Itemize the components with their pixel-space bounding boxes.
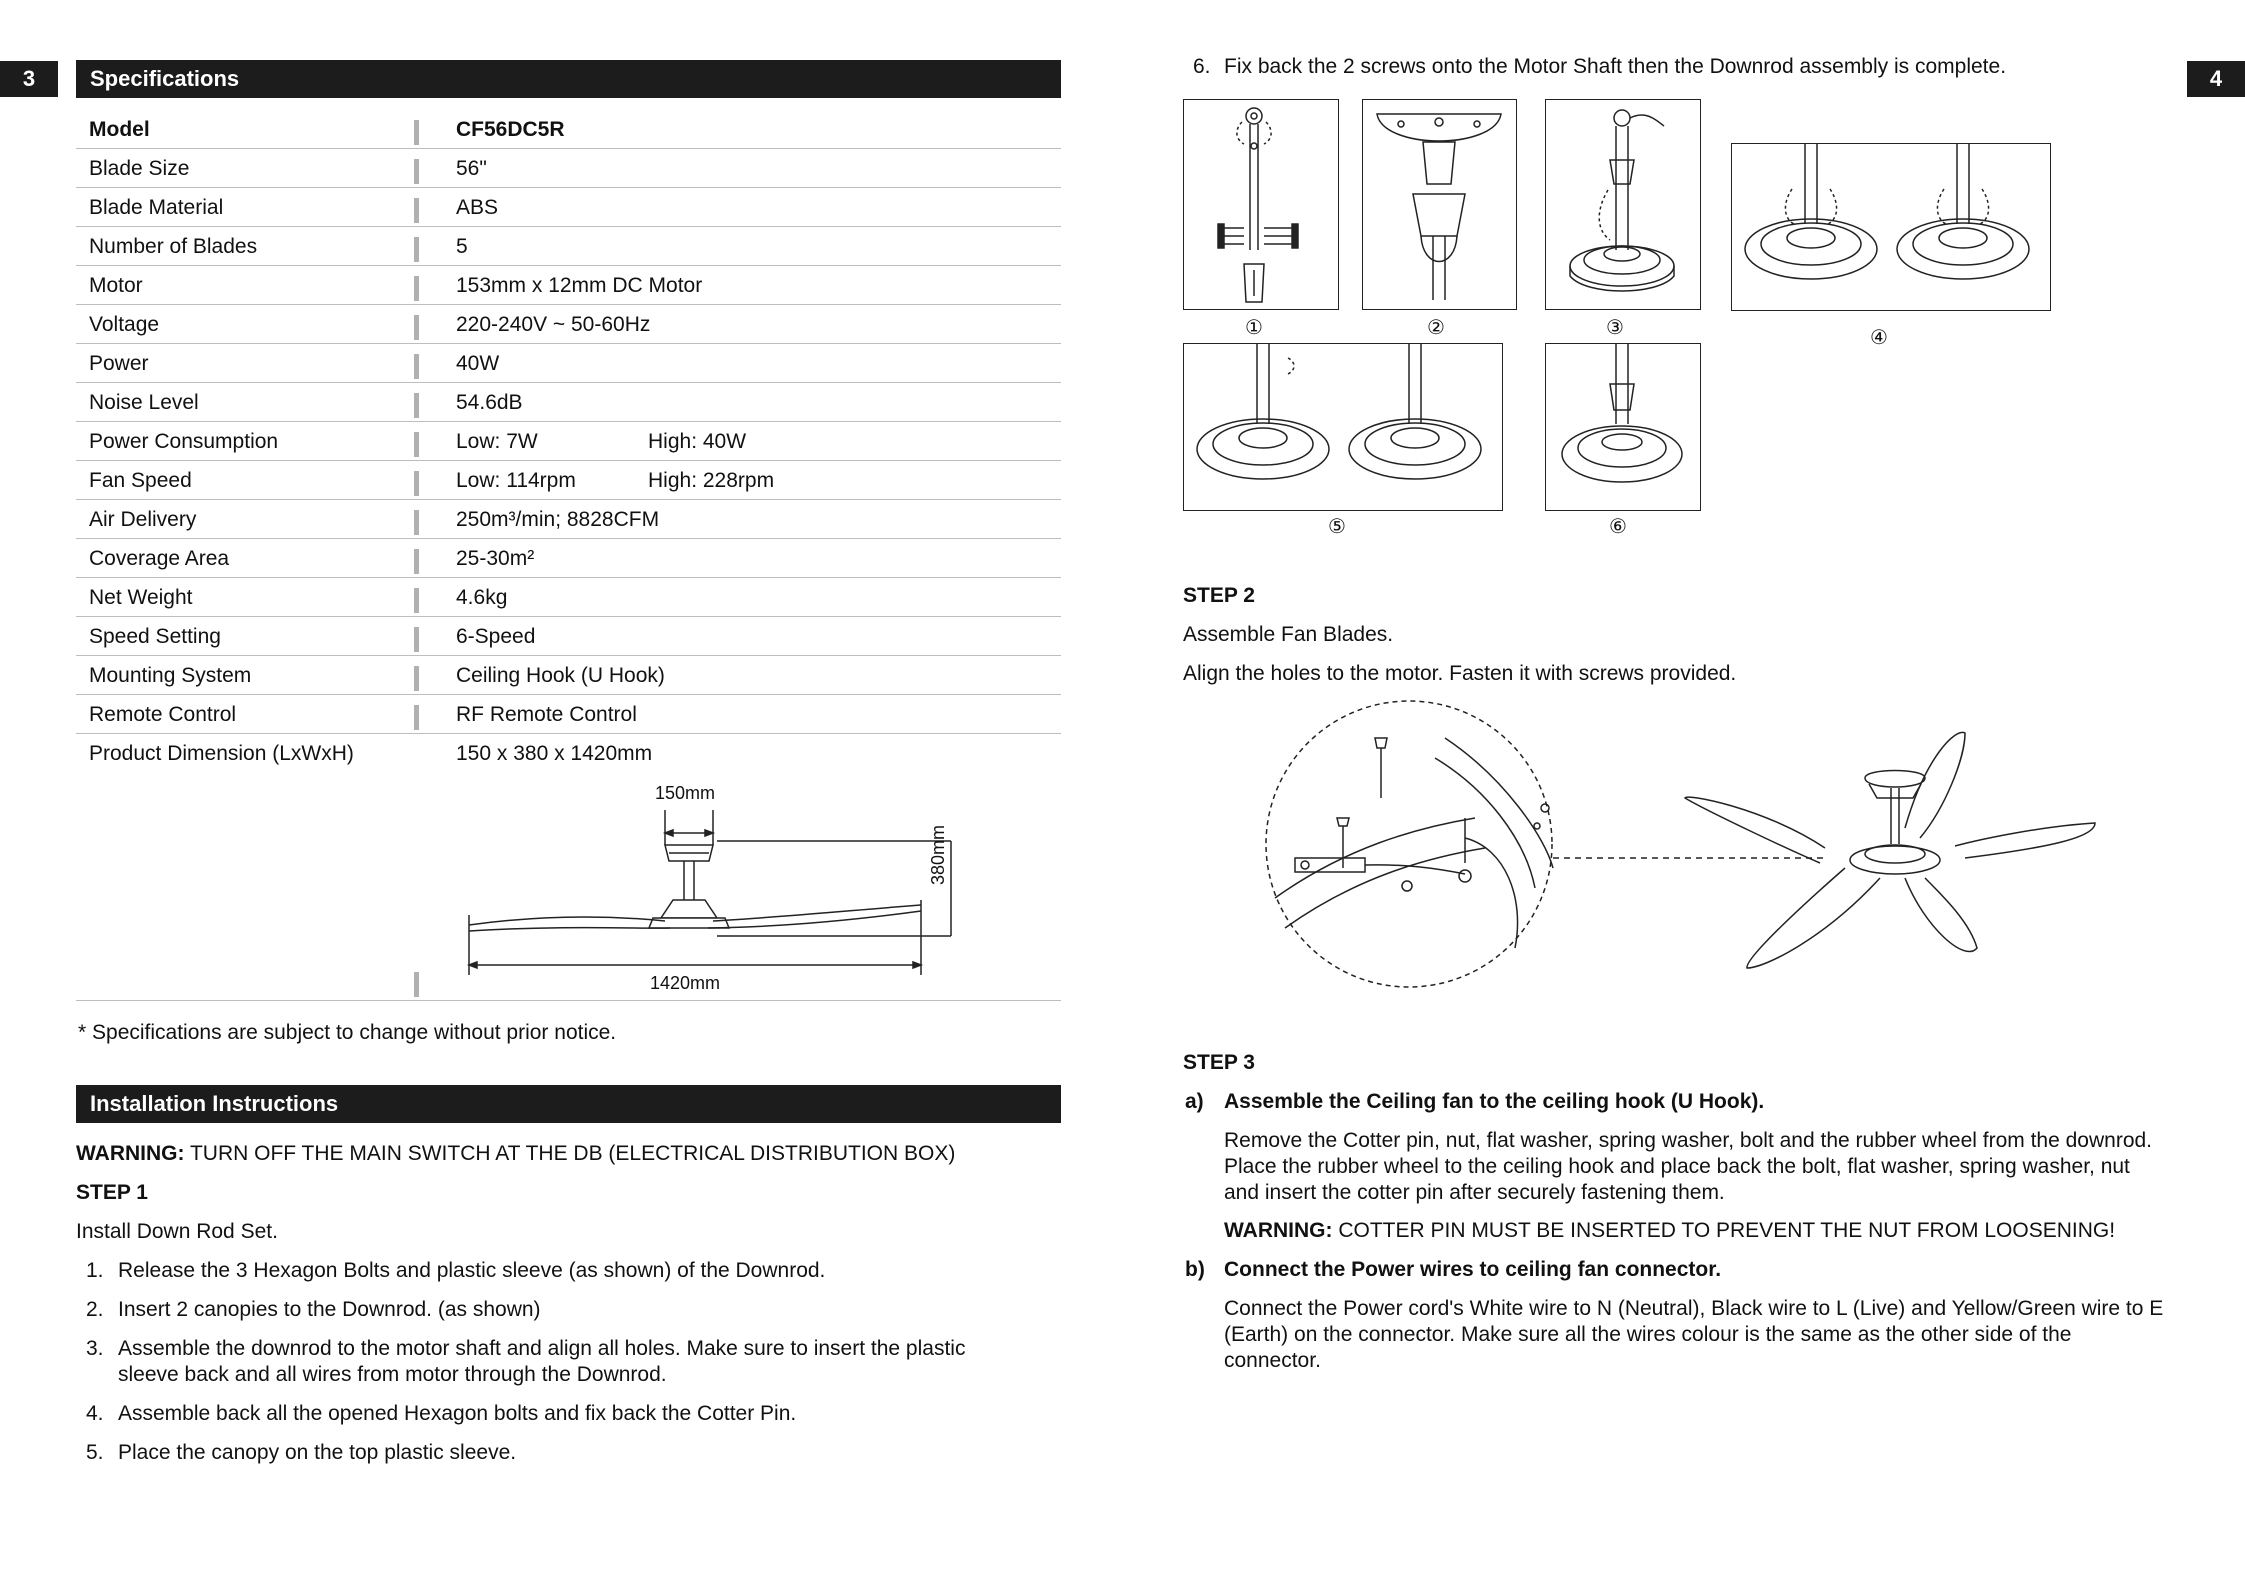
spec-separator: [414, 666, 419, 691]
warning-label: WARNING:: [1224, 1219, 1333, 1242]
figure-label-2: ②: [1427, 317, 1445, 339]
list-item: Assemble the downrod to the motor shaft and align all holes. Make sure to insert the plastic sleeve back and all wires from motor through the Downrod.: [118, 1337, 966, 1386]
spec-separator: [414, 276, 419, 301]
spec-value: 25-30m²: [456, 547, 535, 570]
spec-label: Number of Blades: [89, 235, 258, 258]
spec-value: 56": [456, 157, 487, 180]
list-item: Release the 3 Hexagon Bolts and plastic sleeve (as shown) of the Downrod.: [118, 1259, 826, 1282]
page-number-right: 4: [2187, 61, 2245, 97]
spec-separator: [414, 972, 419, 997]
figure-6: [1545, 343, 1701, 511]
spec-label: Noise Level: [89, 391, 199, 414]
spec-separator: [414, 627, 419, 652]
spec-value: Low: 114rpm: [456, 469, 576, 492]
figure-3: [1545, 99, 1701, 310]
spec-separator: [414, 159, 419, 184]
warning-text: TURN OFF THE MAIN SWITCH AT THE DB (ELECTRICAL DISTRIBUTION BOX): [184, 1142, 956, 1165]
spec-label: Speed Setting: [89, 625, 221, 648]
step3-a-title: Assemble the Ceiling fan to the ceiling hook (U Hook).: [1224, 1090, 1765, 1113]
spec-separator: [414, 549, 419, 574]
spec-label: Mounting System: [89, 664, 252, 687]
spec-label: Net Weight: [89, 586, 193, 609]
spec-note: * Specifications are subject to change without prior notice.: [78, 1021, 617, 1044]
spec-row: [76, 695, 1061, 734]
step3-a-label: a): [1185, 1090, 1204, 1113]
step3-b-text: Connect the Power cord's White wire to N (Neutral), Black wire to L (Live) and Yellow/Green wire to E (Earth) on the connector. Make sure all the wires colour is the same as the other side of the connector.: [1224, 1297, 2164, 1372]
step2-text: Align the holes to the motor. Fasten it with screws provided.: [1183, 662, 1737, 685]
spec-value: RF Remote Control: [456, 703, 637, 726]
step1-title: STEP 1: [76, 1181, 148, 1204]
spec-row: [76, 266, 1061, 305]
spec-separator: [414, 315, 419, 340]
spec-separator: [414, 393, 419, 418]
spec-row: [76, 227, 1061, 266]
spec-row: [76, 461, 1061, 500]
spec-value: Low: 7W: [456, 430, 538, 453]
spec-value: 5: [456, 235, 468, 258]
spec-row: [76, 149, 1061, 188]
list-item: Place the canopy on the top plastic sleeve.: [118, 1441, 517, 1464]
warning-label: WARNING:: [76, 1142, 185, 1165]
step1-item-6: Fix back the 2 screws onto the Motor Shaft then the Downrod assembly is complete.: [1224, 55, 2007, 78]
spec-row: [76, 383, 1061, 422]
list-item-number: 4.: [86, 1402, 104, 1425]
spec-separator: [414, 432, 419, 457]
spec-label: Power Consumption: [89, 430, 279, 453]
spec-separator: [414, 510, 419, 535]
spec-label: Remote Control: [89, 703, 237, 726]
spec-label: Voltage: [89, 313, 160, 336]
spec-label: Fan Speed: [89, 469, 192, 492]
figure-4: [1731, 143, 2051, 311]
spec-value: 6-Speed: [456, 625, 536, 648]
spec-separator: [414, 120, 419, 145]
list-item: Insert 2 canopies to the Downrod. (as shown): [118, 1298, 541, 1321]
installation-warning: [76, 1141, 955, 1167]
spec-value: CF56DC5R: [456, 118, 565, 141]
spec-value-secondary: High: 40W: [648, 430, 747, 453]
spec-label: Model: [89, 118, 150, 141]
figure-2: [1362, 99, 1517, 310]
spec-separator: [414, 198, 419, 223]
spec-row: [76, 500, 1061, 539]
spec-row: [76, 188, 1061, 227]
installation-header: Installation Instructions: [76, 1085, 1061, 1123]
figure-label-6: ⑥: [1609, 516, 1627, 538]
specifications-header: Specifications: [76, 60, 1061, 98]
spec-label: Motor: [89, 274, 143, 297]
list-item-number: 5.: [86, 1441, 104, 1464]
spec-row: [76, 344, 1061, 383]
page-number-left: 3: [0, 61, 58, 97]
list-item-number: 1.: [86, 1259, 104, 1282]
step3-b-label: b): [1185, 1258, 1205, 1281]
spec-label: Blade Material: [89, 196, 224, 219]
step2-subtitle: Assemble Fan Blades.: [1183, 623, 1394, 646]
step3-title: STEP 3: [1183, 1051, 1255, 1074]
figure-1: [1183, 99, 1339, 310]
figure-label-4: ④: [1870, 327, 1888, 349]
spec-row: [76, 617, 1061, 656]
dimension-label-height: 380mm: [928, 824, 948, 885]
list-item-number: 3.: [86, 1337, 104, 1360]
spec-label: Coverage Area: [89, 547, 230, 570]
spec-row-model: [76, 110, 1061, 149]
spec-row: [76, 539, 1061, 578]
step3-a-text: Remove the Cotter pin, nut, flat washer, spring washer, bolt and the rubber wheel from the downrod. Place the rubber wheel to the ceiling hook and place back the bolt, flat washer, spring washer, nut and insert the cotter pin after securely fastening them.: [1224, 1129, 2153, 1204]
list-item: Assemble back all the opened Hexagon bolts and fix back the Cotter Pin.: [118, 1402, 797, 1425]
spec-value: 40W: [456, 352, 500, 375]
spec-row: [76, 305, 1061, 344]
spec-value: 153mm x 12mm DC Motor: [456, 274, 703, 297]
spec-value: 150 x 380 x 1420mm: [456, 742, 653, 765]
figure-label-5: ⑤: [1328, 516, 1346, 538]
spec-value: 220-240V ~ 50-60Hz: [456, 313, 651, 336]
spec-label: Air Delivery: [89, 508, 197, 531]
step1-subtitle: Install Down Rod Set.: [76, 1220, 278, 1243]
dimension-label-width: 1420mm: [650, 973, 721, 993]
spec-value: 250m³/min; 8828CFM: [456, 508, 660, 531]
spec-separator: [414, 705, 419, 730]
fan-dimension-drawing: [455, 775, 975, 1000]
spec-separator: [414, 588, 419, 613]
dimension-label-top: 150mm: [655, 783, 716, 803]
step3-a-warning: [1224, 1218, 2115, 1244]
warning-text: COTTER PIN MUST BE INSERTED TO PREVENT THE NUT FROM LOOSENING!: [1332, 1219, 2116, 1242]
figure-label-1: ①: [1245, 317, 1263, 339]
spec-value: Ceiling Hook (U Hook): [456, 664, 665, 687]
spec-value: ABS: [456, 196, 499, 219]
spec-row: [76, 656, 1061, 695]
step2-title: STEP 2: [1183, 584, 1255, 607]
step1-item-6-number: 6.: [1193, 55, 1211, 78]
spec-separator: [414, 471, 419, 496]
list-item-number: 2.: [86, 1298, 104, 1321]
blade-assembly-illustration: [1265, 698, 2105, 990]
spec-separator: [414, 237, 419, 262]
figure-label-3: ③: [1606, 317, 1624, 339]
spec-value-secondary: High: 228rpm: [648, 469, 775, 492]
spec-row: [76, 578, 1061, 617]
step3-b-title: Connect the Power wires to ceiling fan connector.: [1224, 1258, 1722, 1281]
spec-label: Product Dimension (LxWxH): [89, 742, 354, 765]
spec-value: 4.6kg: [456, 586, 508, 609]
spec-row: [76, 422, 1061, 461]
spec-label: Blade Size: [89, 157, 190, 180]
spec-separator: [414, 354, 419, 379]
spec-value: 54.6dB: [456, 391, 523, 414]
figure-5: [1183, 343, 1503, 511]
spec-label: Power: [89, 352, 149, 375]
